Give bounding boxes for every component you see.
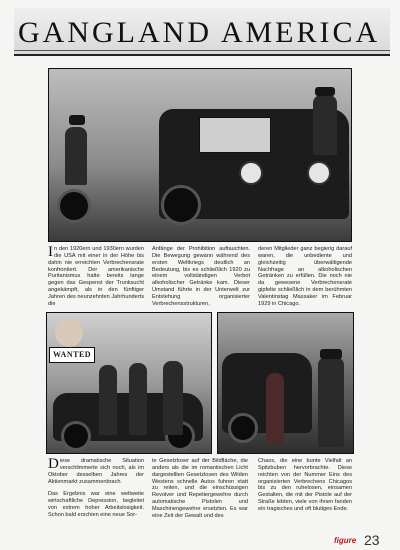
article-column-2 bbox=[152, 246, 250, 308]
page-title: GANGLAND AMERICA bbox=[18, 16, 381, 49]
brand-logo: figure bbox=[334, 536, 357, 545]
article-column-5 bbox=[152, 458, 248, 520]
woman-figure-icon bbox=[266, 373, 284, 443]
drop-cap: I bbox=[48, 244, 53, 260]
fedora-icon bbox=[315, 87, 335, 96]
column-text: Chaos, die eine bunte Vielfalt an Spitzbuben hervorbrachte. Diese reichten von der Nummer Eins des organisierten Verbrechens Chicagos bis zu den ruhelosen, einsamen Gestalten, die mit der Pistole auf der Straße lebten, viele von ihnen fanden ein tragisches und oft blutiges Ende. bbox=[258, 458, 352, 512]
wanted-photo bbox=[46, 312, 212, 454]
headlamp-icon bbox=[307, 161, 331, 185]
page-number: 23 bbox=[364, 532, 380, 548]
motorcycle-wheel-icon bbox=[57, 189, 91, 223]
hero-photo bbox=[48, 68, 352, 242]
column-text: iese dramatische Situation verschlimmerte sich noch, als im Oktober desselben Jahres der Aktienmarkt zusammenbrach. bbox=[48, 458, 144, 485]
header-rule bbox=[14, 50, 390, 51]
drop-cap: D bbox=[48, 456, 59, 472]
cap-icon bbox=[69, 115, 85, 125]
column-text: deren Mitglieder ganz begierig darauf waren, die unbediente und gleichzeitig überwältigende Nachfrage an alkoholischen Getränken zu erfüllen. Die noch nie da gewesene Verbrechensrate gipfelte schließlich in dem berühmten Valentinstag Massaker im Februar 1929 in Chicago. bbox=[258, 246, 352, 307]
car-window-icon bbox=[199, 117, 271, 153]
gangster-figure-icon bbox=[313, 95, 337, 155]
column-text: Das Ergebnis war eine weltweite wirtschaftliche Depression, begleitet von extrem hoher Arbeitslosigkeit. Schon bald erschien eine neue Sor- bbox=[48, 491, 144, 518]
gangster-figure-icon bbox=[318, 357, 344, 447]
gangster-figure-icon bbox=[129, 363, 147, 435]
gangster-figure-icon bbox=[99, 365, 117, 435]
officer-figure-icon bbox=[65, 127, 87, 185]
column-text: te Gesetzloser auf der Bildfläche, die anders als die im romantischen Licht dargestellten Gesetzlosen des Wilden Westens schnelle Autos fuhren statt zu reiten, und die einschüssigen Revolver und Repetiergewehre durch automatische Pistolen und Maschinengewehre ersetzten. Es war eine Zeit der Gewalt und des bbox=[152, 458, 248, 519]
headlamp-icon bbox=[239, 161, 263, 185]
column-text: n den 1920ern und 1930ern wurden die USA mit einer in der Höhe bis dahin nie erreichten Verbrechensrate konfrontiert. Der amerikanische Puritanismus hatte bereits lange gegen das Gespenst der Trunksucht angekämpft, als in den fünftiger Jahren des neunzehnten Jahrhunderts die bbox=[48, 246, 144, 307]
gangster-car-photo bbox=[217, 312, 354, 454]
article-column-3 bbox=[258, 246, 352, 308]
article-column-6 bbox=[258, 458, 352, 513]
wanted-label: WANTED bbox=[49, 347, 95, 363]
wheel-icon bbox=[228, 413, 258, 443]
article-column-1 bbox=[48, 246, 144, 308]
gangster-figure-icon bbox=[163, 361, 183, 435]
fedora-icon bbox=[320, 349, 342, 359]
wheel-icon bbox=[161, 185, 201, 225]
page-footer bbox=[300, 534, 392, 548]
column-text: Anfänge der Prohibition auftauchten. Die Bewegung gewann während des ersten Weltkriegs deutlich an Bedeutung, bis es schließlich 1920 zu einem vollständigen Verbot alkoholischer Getränke kam. Dieser Umstand führte in der Unterwelt zur Entstehung organisierter Verbrechensstrukturen, bbox=[152, 246, 250, 307]
page-header bbox=[14, 8, 390, 54]
wheel-icon bbox=[61, 421, 91, 451]
article-column-4 bbox=[48, 458, 144, 525]
portrait-icon bbox=[55, 319, 83, 347]
